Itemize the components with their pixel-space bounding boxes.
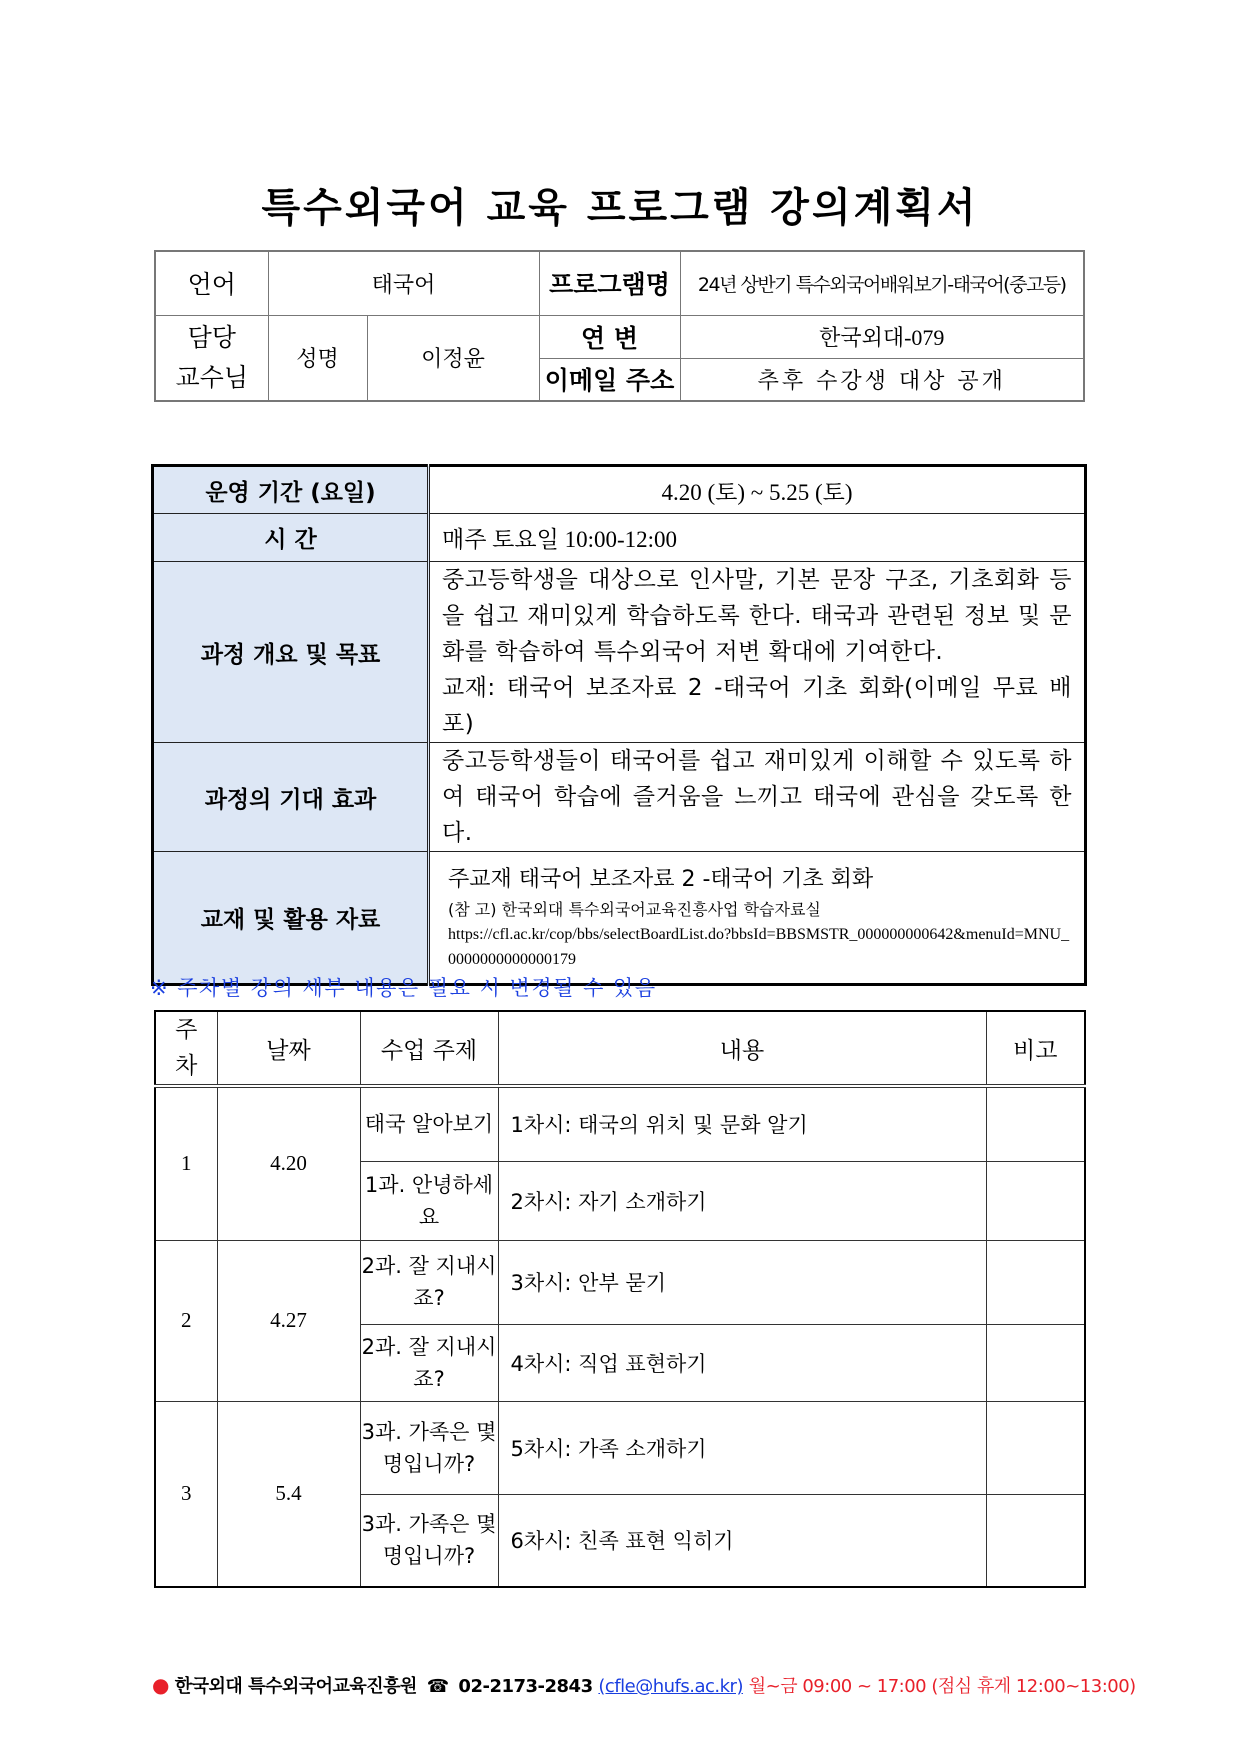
lesson-remark bbox=[986, 1494, 1085, 1587]
week-date: 4.27 bbox=[217, 1240, 360, 1401]
lesson-remark bbox=[986, 1086, 1085, 1161]
effect-label: 과정의 기대 효과 bbox=[153, 743, 429, 852]
email-value: 추후 수강생 대상 공개 bbox=[680, 358, 1084, 401]
lesson-content: 1차시: 태국의 위치 및 문화 알기 bbox=[498, 1086, 986, 1161]
lesson-topic: 1과. 안녕하세요 bbox=[360, 1161, 498, 1240]
language-label: 언어 bbox=[155, 251, 268, 315]
footer-org: 한국외대 특수외국어교육진흥원 bbox=[174, 1676, 417, 1697]
week-date: 5.4 bbox=[217, 1401, 360, 1587]
goal-cell bbox=[429, 562, 1086, 743]
header-date: 날짜 bbox=[217, 1011, 360, 1086]
footer bbox=[152, 1672, 1136, 1698]
lesson-content: 4차시: 직업 표현하기 bbox=[498, 1324, 986, 1401]
material-url[interactable]: https://cfl.ac.kr/cop/bbs/selectBoardList.do?bbsId=BBSMSTR_000000000642&menuId=MNU_0000000000000179 bbox=[448, 926, 1070, 968]
lesson-content: 6차시: 친족 표현 익히기 bbox=[498, 1494, 986, 1587]
lesson-topic: 2과. 잘 지내시죠? bbox=[360, 1240, 498, 1324]
period-label: 운영 기간 (요일) bbox=[153, 466, 429, 514]
lesson-content: 2차시: 자기 소개하기 bbox=[498, 1161, 986, 1240]
time-label: 시 간 bbox=[153, 514, 429, 562]
document-title: 특수외국어 교육 프로그램 강의계획서 bbox=[261, 185, 979, 231]
lesson-topic: 태국 알아보기 bbox=[360, 1086, 498, 1161]
lesson-remark bbox=[986, 1401, 1085, 1494]
goal-textbook: 교재: 태국어 보조자료 2 -태국어 기초 회화(이메일 무료 배포) bbox=[442, 675, 1072, 737]
footer-email[interactable]: (cfle@hufs.ac.kr) bbox=[598, 1676, 743, 1697]
goal-text: 중고등학생을 대상으로 인사말, 기본 문장 구조, 기초회화 등을 쉽고 재미있게 학습하도록 한다. 태국과 관련된 정보 및 문화를 학습하여 특수외국어 저변 확대에 기여한다. bbox=[442, 567, 1072, 665]
header-topic: 수업 주제 bbox=[360, 1011, 498, 1086]
material-label: 교재 및 활용 자료 bbox=[153, 852, 429, 985]
name-value: 이정윤 bbox=[367, 315, 539, 401]
name-label: 성명 bbox=[268, 315, 367, 401]
header-remark: 비고 bbox=[986, 1011, 1085, 1086]
time-value: 매주 토요일 10:00-12:00 bbox=[429, 514, 1086, 562]
week-number: 2 bbox=[155, 1240, 217, 1401]
week-date: 4.20 bbox=[217, 1086, 360, 1240]
email-label: 이메일 주소 bbox=[539, 358, 680, 401]
week-number: 3 bbox=[155, 1401, 217, 1587]
header-week: 주차 bbox=[155, 1011, 217, 1086]
material-cell bbox=[429, 852, 1086, 985]
goal-label: 과정 개요 및 목표 bbox=[153, 562, 429, 743]
period-value: 4.20 (토) ~ 5.25 (토) bbox=[429, 466, 1086, 514]
footer-phone: 02-2173-2843 bbox=[458, 1676, 593, 1697]
lesson-remark bbox=[986, 1240, 1085, 1324]
office-label: 연 변 bbox=[539, 315, 680, 358]
lesson-content: 3차시: 안부 묻기 bbox=[498, 1240, 986, 1324]
effect-text: 중고등학생들이 태국어를 쉽고 재미있게 이해할 수 있도록 하여 태국어 학습에 즐거움을 느끼고 태국에 관심을 갖도록 한다. bbox=[442, 748, 1072, 846]
phone-icon: ☎ bbox=[426, 1676, 449, 1697]
change-notice: ※ 주차별 강의 세부 내용은 필요 시 변경될 수 있음 bbox=[150, 976, 657, 1000]
table-row bbox=[155, 1086, 1085, 1161]
footer-hours: 월~금 09:00 ~ 17:00 (점심 휴게 12:00~13:00) bbox=[748, 1676, 1136, 1697]
material-main: 주교재 태국어 보조자료 2 -태국어 기초 회화 bbox=[448, 867, 874, 892]
professor-label-line1: 담당 bbox=[187, 322, 236, 352]
lesson-remark bbox=[986, 1324, 1085, 1401]
material-ref: (참 고) 한국외대 특수외국어교육진흥사업 학습자료실 bbox=[448, 900, 821, 919]
week-number: 1 bbox=[155, 1086, 217, 1240]
lesson-content: 5차시: 가족 소개하기 bbox=[498, 1401, 986, 1494]
lesson-topic: 3과. 가족은 몇 명입니까? bbox=[360, 1401, 498, 1494]
course-info-table bbox=[154, 250, 1085, 402]
lesson-topic: 2과. 잘 지내시죠? bbox=[360, 1324, 498, 1401]
office-value: 한국외대-079 bbox=[680, 315, 1084, 358]
bullet-icon: ● bbox=[152, 1673, 169, 1697]
lesson-remark bbox=[986, 1161, 1085, 1240]
professor-label-line2: 교수님 bbox=[175, 362, 248, 392]
language-value: 태국어 bbox=[268, 251, 539, 315]
table-row bbox=[155, 1401, 1085, 1494]
weekly-schedule-table bbox=[154, 1010, 1086, 1588]
program-value: 24년 상반기 특수외국어배워보기-태국어(중고등) bbox=[680, 251, 1084, 315]
effect-cell bbox=[429, 743, 1086, 852]
professor-label bbox=[155, 315, 268, 401]
header-content: 내용 bbox=[498, 1011, 986, 1086]
program-label: 프로그램명 bbox=[539, 251, 680, 315]
course-overview-table bbox=[151, 464, 1087, 986]
lesson-topic: 3과. 가족은 몇 명입니까? bbox=[360, 1494, 498, 1587]
table-row bbox=[155, 1240, 1085, 1324]
